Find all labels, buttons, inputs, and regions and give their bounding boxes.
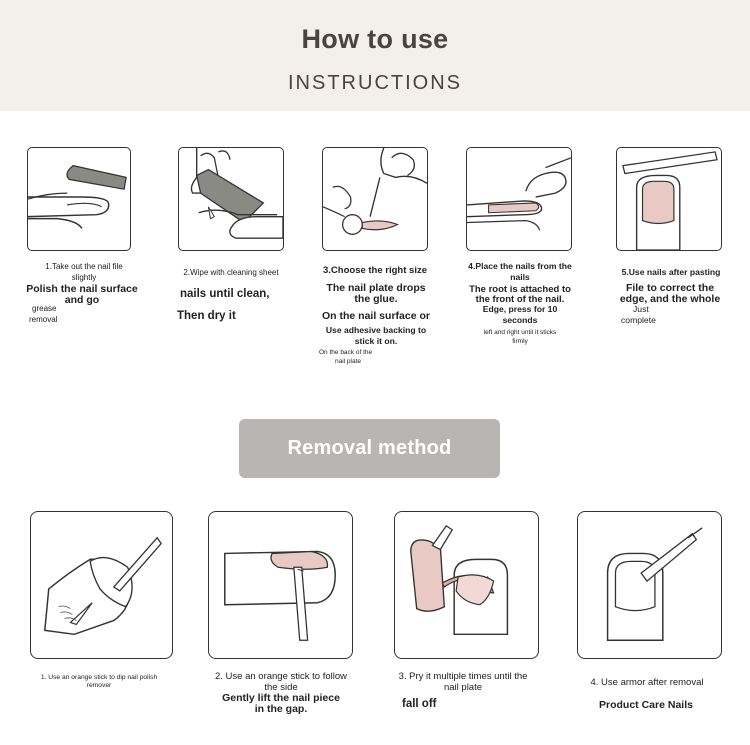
removal-step-2-line-1: 2. Use an orange stick to follow xyxy=(214,671,347,682)
step-4-line-3: The root is attached to xyxy=(469,284,571,295)
step-1-line-5: grease xyxy=(32,304,57,313)
step-4-line-1: 4.Place the nails from the xyxy=(468,261,572,271)
removal-step-1-illustration xyxy=(30,511,173,659)
nail-file-icon xyxy=(28,148,130,250)
lift-nail-icon xyxy=(209,512,352,658)
removal-step-2-line-2: the side xyxy=(264,682,298,693)
step-1-line-4: and go xyxy=(64,294,100,306)
removal-step-4-illustration xyxy=(577,511,722,659)
step-3-line-2: The nail plate drops xyxy=(326,282,426,294)
removal-step-3-line-2: nail plate xyxy=(443,682,483,693)
press-nail-icon xyxy=(467,148,571,250)
step-2-illustration xyxy=(178,147,284,251)
page-subtitle: INSTRUCTIONS xyxy=(288,72,462,94)
step-2-line-1: 2.Wipe with cleaning sheet xyxy=(183,268,279,277)
step-2-line-3: Then dry it xyxy=(177,310,236,322)
removal-step-3-line-1: 3. Pry it multiple times until the xyxy=(398,671,528,682)
step-3-line-1: 3.Choose the right size xyxy=(323,265,427,276)
orange-stick-icon xyxy=(31,512,172,658)
step-3-line-4: On the nail surface or xyxy=(322,310,430,322)
step-2-line-2: nails until clean, xyxy=(180,288,270,300)
step-5-line-2: File to correct the xyxy=(625,282,715,294)
page-title: How to use xyxy=(301,24,449,54)
step-3-line-8: nail plate xyxy=(335,358,362,365)
header-banner xyxy=(0,0,750,111)
care-nail-icon xyxy=(578,512,721,658)
step-3-line-5: Use adhesive backing to xyxy=(325,325,427,335)
step-5-line-4: Just xyxy=(633,304,649,314)
step-4-line-4: the front of the nail. xyxy=(475,294,565,305)
step-5-line-1: 5.Use nails after pasting xyxy=(621,267,721,277)
step-3-line-3: the glue. xyxy=(354,293,398,305)
step-3-illustration xyxy=(322,147,428,251)
file-edge-icon xyxy=(617,148,721,250)
removal-step-2-line-3: Gently lift the nail piece xyxy=(222,692,340,704)
step-3-line-6: stick it on. xyxy=(354,336,398,346)
pry-nail-icon xyxy=(395,512,538,658)
glue-drop-icon xyxy=(323,148,427,250)
removal-method-banner xyxy=(239,419,500,478)
removal-step-3-line-3: fall off xyxy=(402,698,437,710)
step-5-line-3: edge, and the whole xyxy=(619,293,721,305)
step-4-line-8: firmly xyxy=(512,338,528,345)
step-5-illustration xyxy=(616,147,722,251)
removal-step-1-line-2: remover xyxy=(86,682,112,689)
step-4-line-7: left and right until it sticks xyxy=(483,329,557,336)
step-5-line-5: complete xyxy=(621,315,656,325)
step-1-line-2: slightly xyxy=(71,273,97,282)
step-4-illustration xyxy=(466,147,572,251)
removal-step-3-illustration xyxy=(394,511,539,659)
removal-method-title: Removal method xyxy=(287,437,452,459)
removal-step-4-line-2: Product Care Nails xyxy=(599,699,693,711)
removal-step-4-line-1: 4. Use armor after removal xyxy=(590,677,704,688)
step-1-illustration xyxy=(27,147,131,251)
removal-step-2-illustration xyxy=(208,511,353,659)
step-1-line-1: 1.Take out the nail file xyxy=(45,262,123,271)
step-1-line-6: removal xyxy=(29,315,58,324)
step-4-line-2: nails xyxy=(510,272,530,282)
step-3-line-7: On the back of the xyxy=(319,349,373,356)
step-4-line-5: Edge, press for 10 xyxy=(482,304,558,314)
removal-step-1-line-1: 1. Use an orange stick to dip nail polish xyxy=(40,674,158,681)
step-1-line-3: Polish the nail surface xyxy=(26,283,138,295)
step-4-line-6: seconds xyxy=(502,315,538,325)
cleaning-sheet-icon xyxy=(179,148,283,250)
removal-step-2-line-4: in the gap. xyxy=(254,703,308,715)
